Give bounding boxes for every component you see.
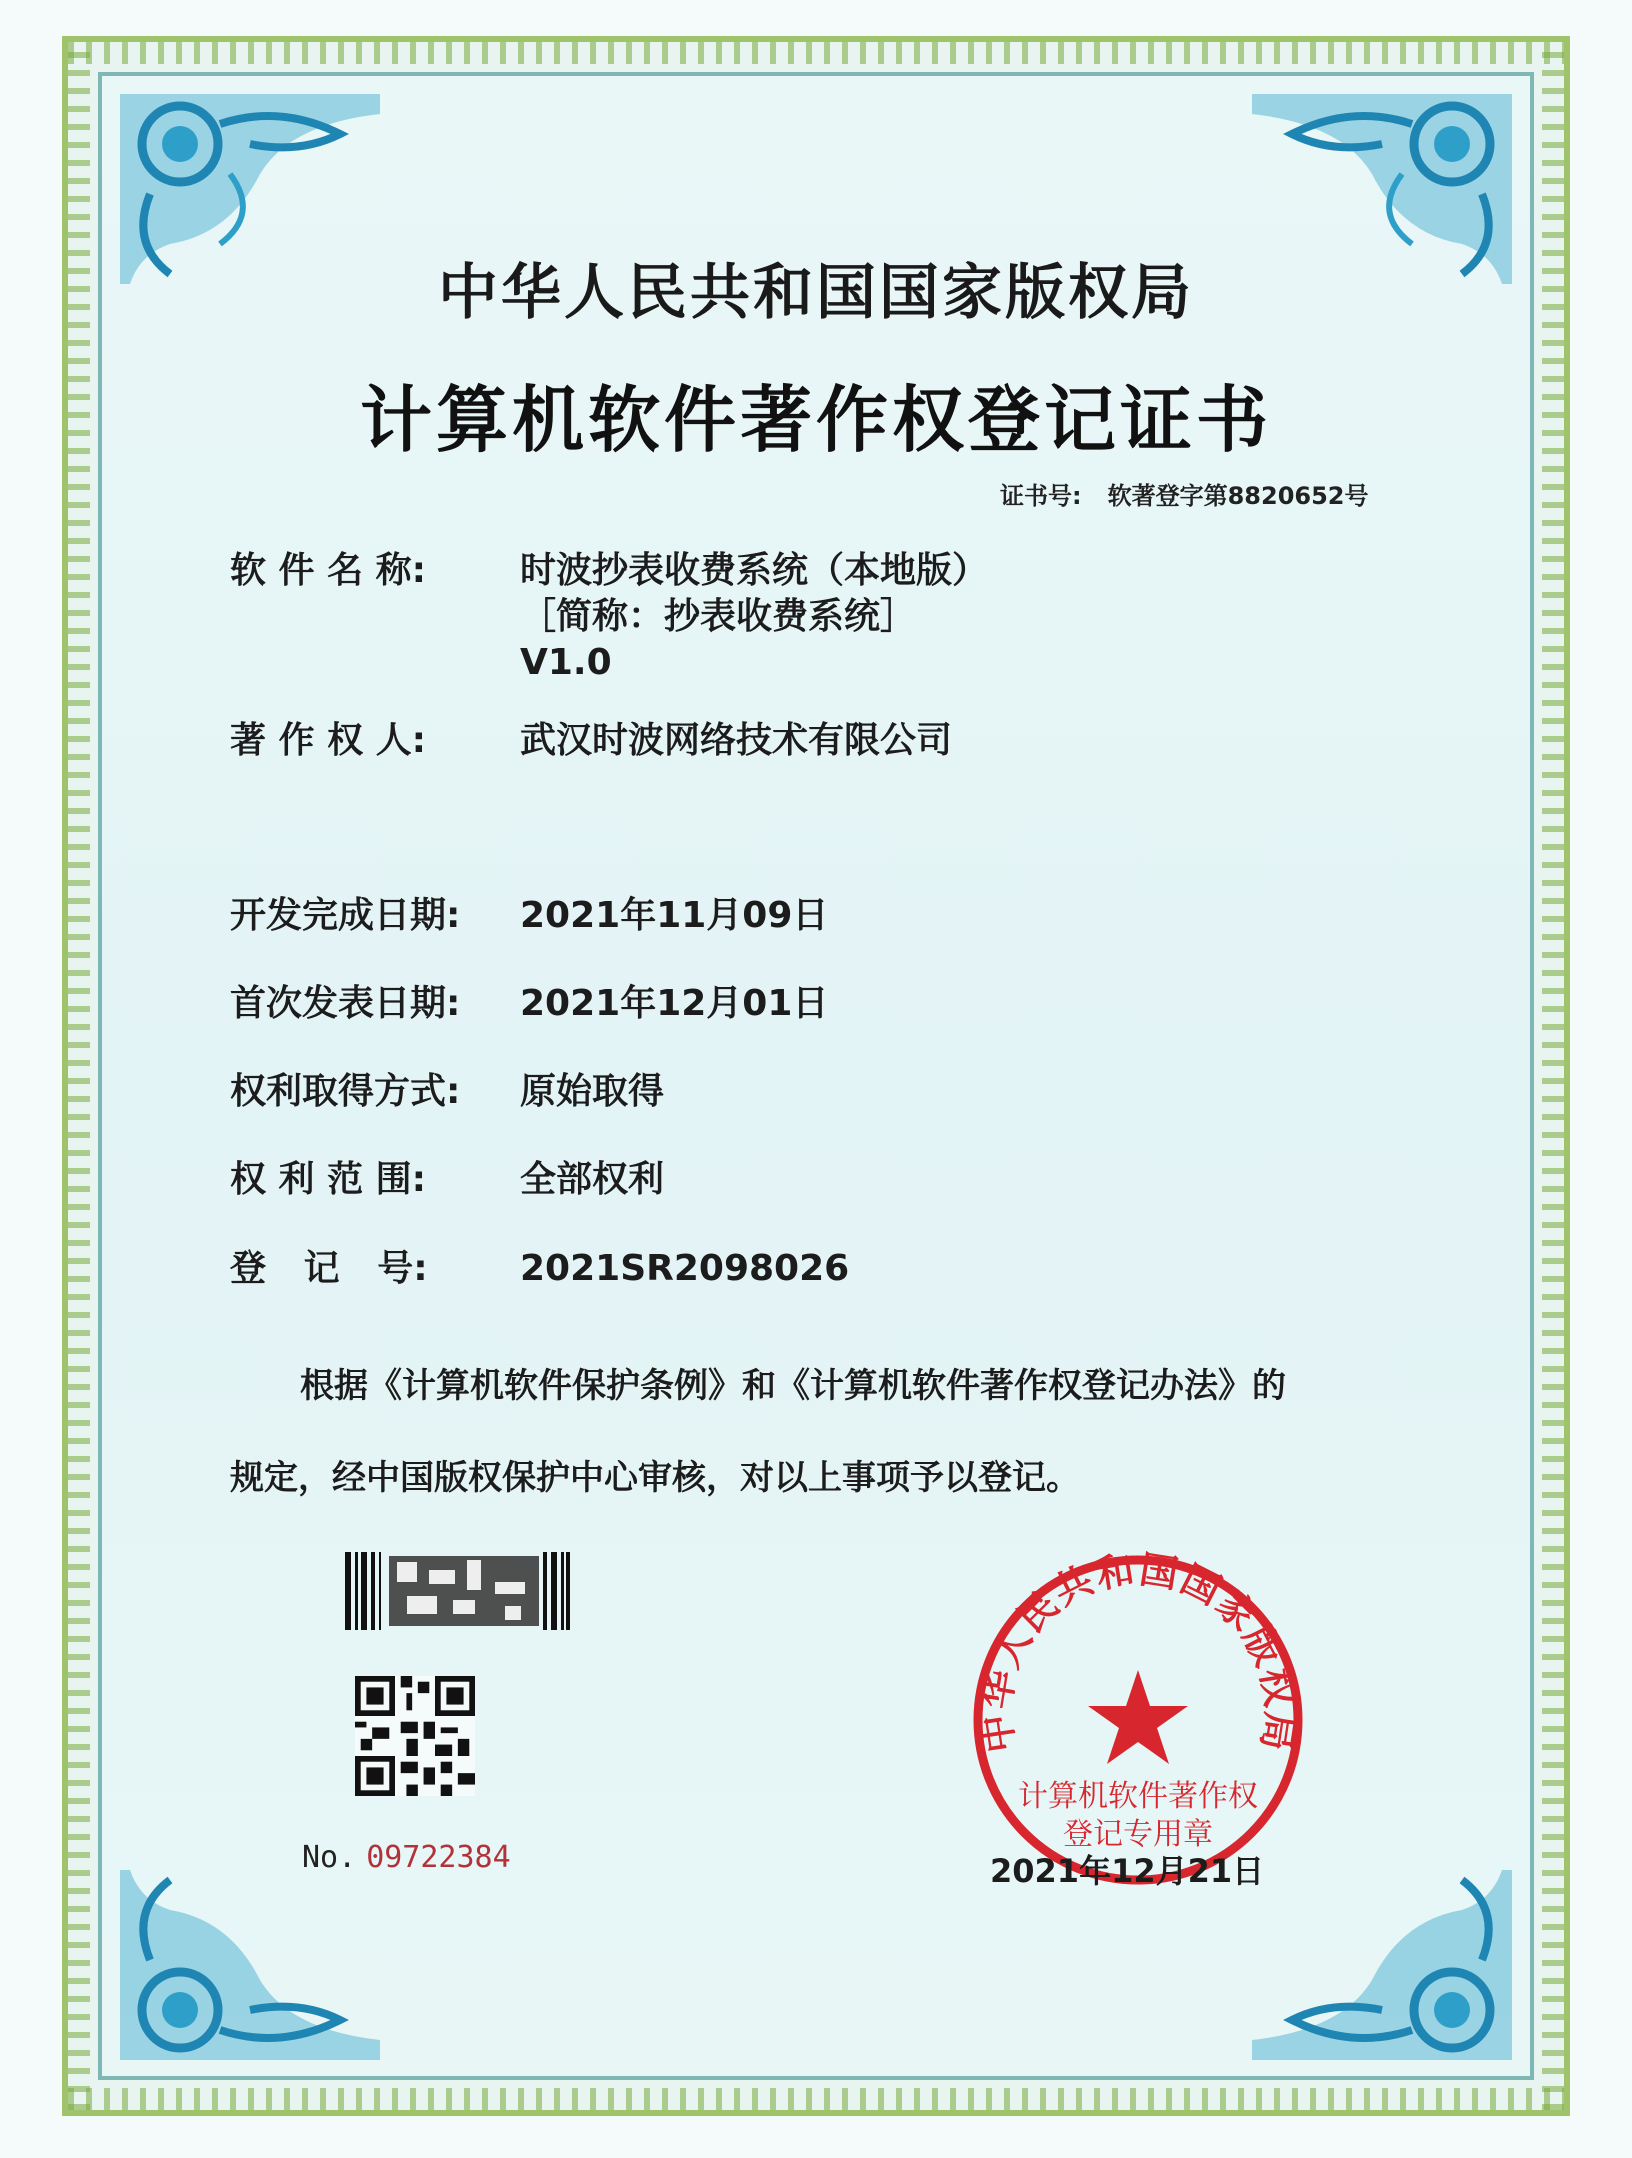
statement-line-2: 规定，经中国版权保护中心审核，对以上事项予以登记。: [230, 1458, 1080, 1498]
official-seal: [968, 1550, 1308, 1890]
field-label: 软 件 名 称:: [230, 550, 426, 591]
field-value: 武汉时波网络技术有限公司: [520, 720, 953, 761]
seal-inner-line-1: 计算机软件著作权: [1018, 1779, 1258, 1814]
barcode-icon: [345, 1552, 570, 1630]
seal-outer-text: 中华人民共和国国家版权局: [973, 1550, 1303, 1756]
field-label: 登 记 号:: [230, 1248, 428, 1289]
certificate-title: 计算机软件著作权登记证书: [359, 378, 1272, 462]
field-value: 全部权利: [520, 1159, 665, 1200]
field-label: 首次发表日期:: [230, 983, 461, 1024]
certificate-number-label: 证书号:: [1000, 482, 1082, 510]
field-value: 2021年11月09日: [520, 895, 829, 936]
issuer-title: 中华人民共和国国家版权局: [438, 258, 1194, 328]
field-value: 原始取得: [520, 1071, 665, 1112]
statement-line-1: 根据《计算机软件保护条例》和《计算机软件著作权登记办法》的: [300, 1366, 1286, 1406]
serial-number: [302, 1840, 511, 1875]
corner-ornament-icon: [1242, 1860, 1522, 2070]
field-value: 2021年12月01日: [520, 983, 829, 1024]
corner-ornament-icon: [110, 1860, 390, 2070]
issue-date: 2021年12月21日: [990, 1852, 1265, 1890]
field-label: 权 利 范 围:: [230, 1159, 426, 1200]
seal-star-icon: [1088, 1670, 1188, 1764]
software-name-line: 时波抄表收费系统（本地版）: [520, 550, 989, 591]
field-label: 著 作 权 人:: [230, 720, 426, 761]
seal-inner-line-2: 登记专用章: [1063, 1817, 1213, 1852]
certificate-number: [1000, 476, 1369, 511]
serial-label: No.: [302, 1840, 357, 1875]
qr-code-icon: [355, 1676, 475, 1796]
software-short-name-line: ［简称：抄表收费系统］: [520, 596, 917, 637]
field-value: 2021SR2098026: [520, 1248, 850, 1289]
field-label: 开发完成日期:: [230, 895, 461, 936]
field-label: 权利取得方式:: [230, 1071, 461, 1112]
certificate-number-value: 软著登字第8820652号: [1107, 482, 1369, 510]
serial-value: 09722384: [366, 1840, 511, 1875]
field-value: [520, 548, 1420, 686]
software-version-line: V1.0: [520, 642, 612, 683]
